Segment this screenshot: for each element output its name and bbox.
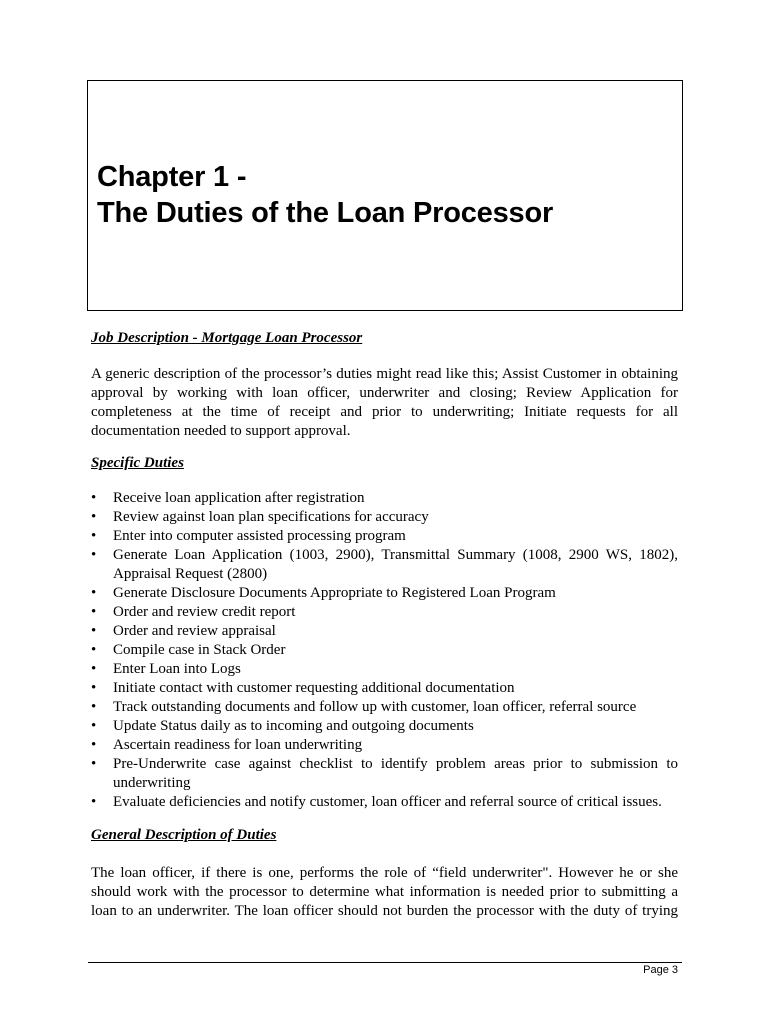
- bullet-icon: •: [91, 604, 97, 620]
- list-item-text: Generate Loan Application (1003, 2900), Transmittal Summary (1008, 2900 WS, 1802), Appraisal Request (2800): [113, 547, 678, 582]
- list-item: [91, 736, 678, 755]
- bullet-icon: •: [91, 490, 97, 506]
- job-description-heading: Job Description - Mortgage Loan Processor: [91, 330, 363, 346]
- specific-duties-heading: Specific Duties: [91, 455, 184, 471]
- list-item-text: Evaluate deficiencies and notify customer, loan officer and referral source of critical issues.: [113, 794, 662, 810]
- job-description-paragraph: [91, 365, 678, 441]
- bullet-icon: •: [91, 794, 97, 810]
- bullet-icon: •: [91, 509, 97, 525]
- list-item: [91, 755, 678, 793]
- list-item-text: Initiate contact with customer requesting additional documentation: [113, 680, 515, 696]
- chapter-title-box: [87, 80, 683, 311]
- footer-divider: [88, 962, 682, 963]
- list-item: [91, 641, 678, 660]
- bullet-icon: •: [91, 680, 97, 696]
- list-item: [91, 679, 678, 698]
- list-item: [91, 584, 678, 603]
- paragraph-line: documentation needed to support approval.: [91, 423, 351, 439]
- list-item: [91, 603, 678, 622]
- general-description-paragraph: [91, 864, 678, 921]
- bullet-icon: •: [91, 661, 97, 677]
- list-item-text: Pre-Underwrite case against checklist to identify problem areas prior to submission to underwriting: [113, 756, 678, 791]
- bullet-icon: •: [91, 737, 97, 753]
- chapter-name: The Duties of the Loan Processor: [97, 197, 554, 229]
- list-item: [91, 698, 678, 717]
- chapter-number: Chapter 1 -: [97, 161, 247, 193]
- specific-duties-list: [91, 489, 678, 812]
- paragraph-line: loan to an underwriter. The loan officer should not burden the processor with the duty of trying: [91, 903, 678, 919]
- bullet-icon: •: [91, 623, 97, 639]
- paragraph-line: approval by working with loan officer, underwriter and closing; Review Application for: [91, 385, 678, 401]
- list-item: [91, 508, 678, 527]
- list-item: [91, 622, 678, 641]
- paragraph-line: A generic description of the processor’s duties might read like this; Assist Customer in obtaining: [91, 366, 678, 382]
- bullet-icon: •: [91, 642, 97, 658]
- paragraph-line: should work with the processor to determine what information is needed prior to submitting a: [91, 884, 678, 900]
- list-item-text: Order and review credit report: [113, 604, 296, 620]
- bullet-icon: •: [91, 756, 97, 772]
- chapter-title: [97, 159, 553, 231]
- page-number: Page 3: [643, 964, 678, 976]
- list-item: [91, 527, 678, 546]
- list-item: [91, 489, 678, 508]
- bullet-icon: •: [91, 547, 97, 563]
- bullet-icon: •: [91, 699, 97, 715]
- list-item: [91, 717, 678, 736]
- list-item-text: Receive loan application after registration: [113, 490, 365, 506]
- list-item: [91, 793, 678, 812]
- list-item-text: Generate Disclosure Documents Appropriate to Registered Loan Program: [113, 585, 556, 601]
- list-item: [91, 546, 678, 584]
- list-item: [91, 660, 678, 679]
- list-item-text: Review against loan plan specifications for accuracy: [113, 509, 429, 525]
- list-item-text: Ascertain readiness for loan underwriting: [113, 737, 363, 753]
- list-item-text: Order and review appraisal: [113, 623, 276, 639]
- bullet-icon: •: [91, 718, 97, 734]
- list-item-text: Enter Loan into Logs: [113, 661, 241, 677]
- list-item-text: Enter into computer assisted processing program: [113, 528, 406, 544]
- list-item-text: Compile case in Stack Order: [113, 642, 286, 658]
- paragraph-line: The loan officer, if there is one, performs the role of “field underwriter". However he or she: [91, 865, 678, 881]
- list-item-text: Track outstanding documents and follow up with customer, loan officer, referral source: [113, 699, 637, 715]
- general-description-heading: General Description of Duties: [91, 827, 277, 843]
- bullet-icon: •: [91, 585, 97, 601]
- paragraph-line: completeness at the time of receipt and prior to underwriting; Initiate requests for all: [91, 404, 678, 420]
- list-item-text: Update Status daily as to incoming and outgoing documents: [113, 718, 474, 734]
- bullet-icon: •: [91, 528, 97, 544]
